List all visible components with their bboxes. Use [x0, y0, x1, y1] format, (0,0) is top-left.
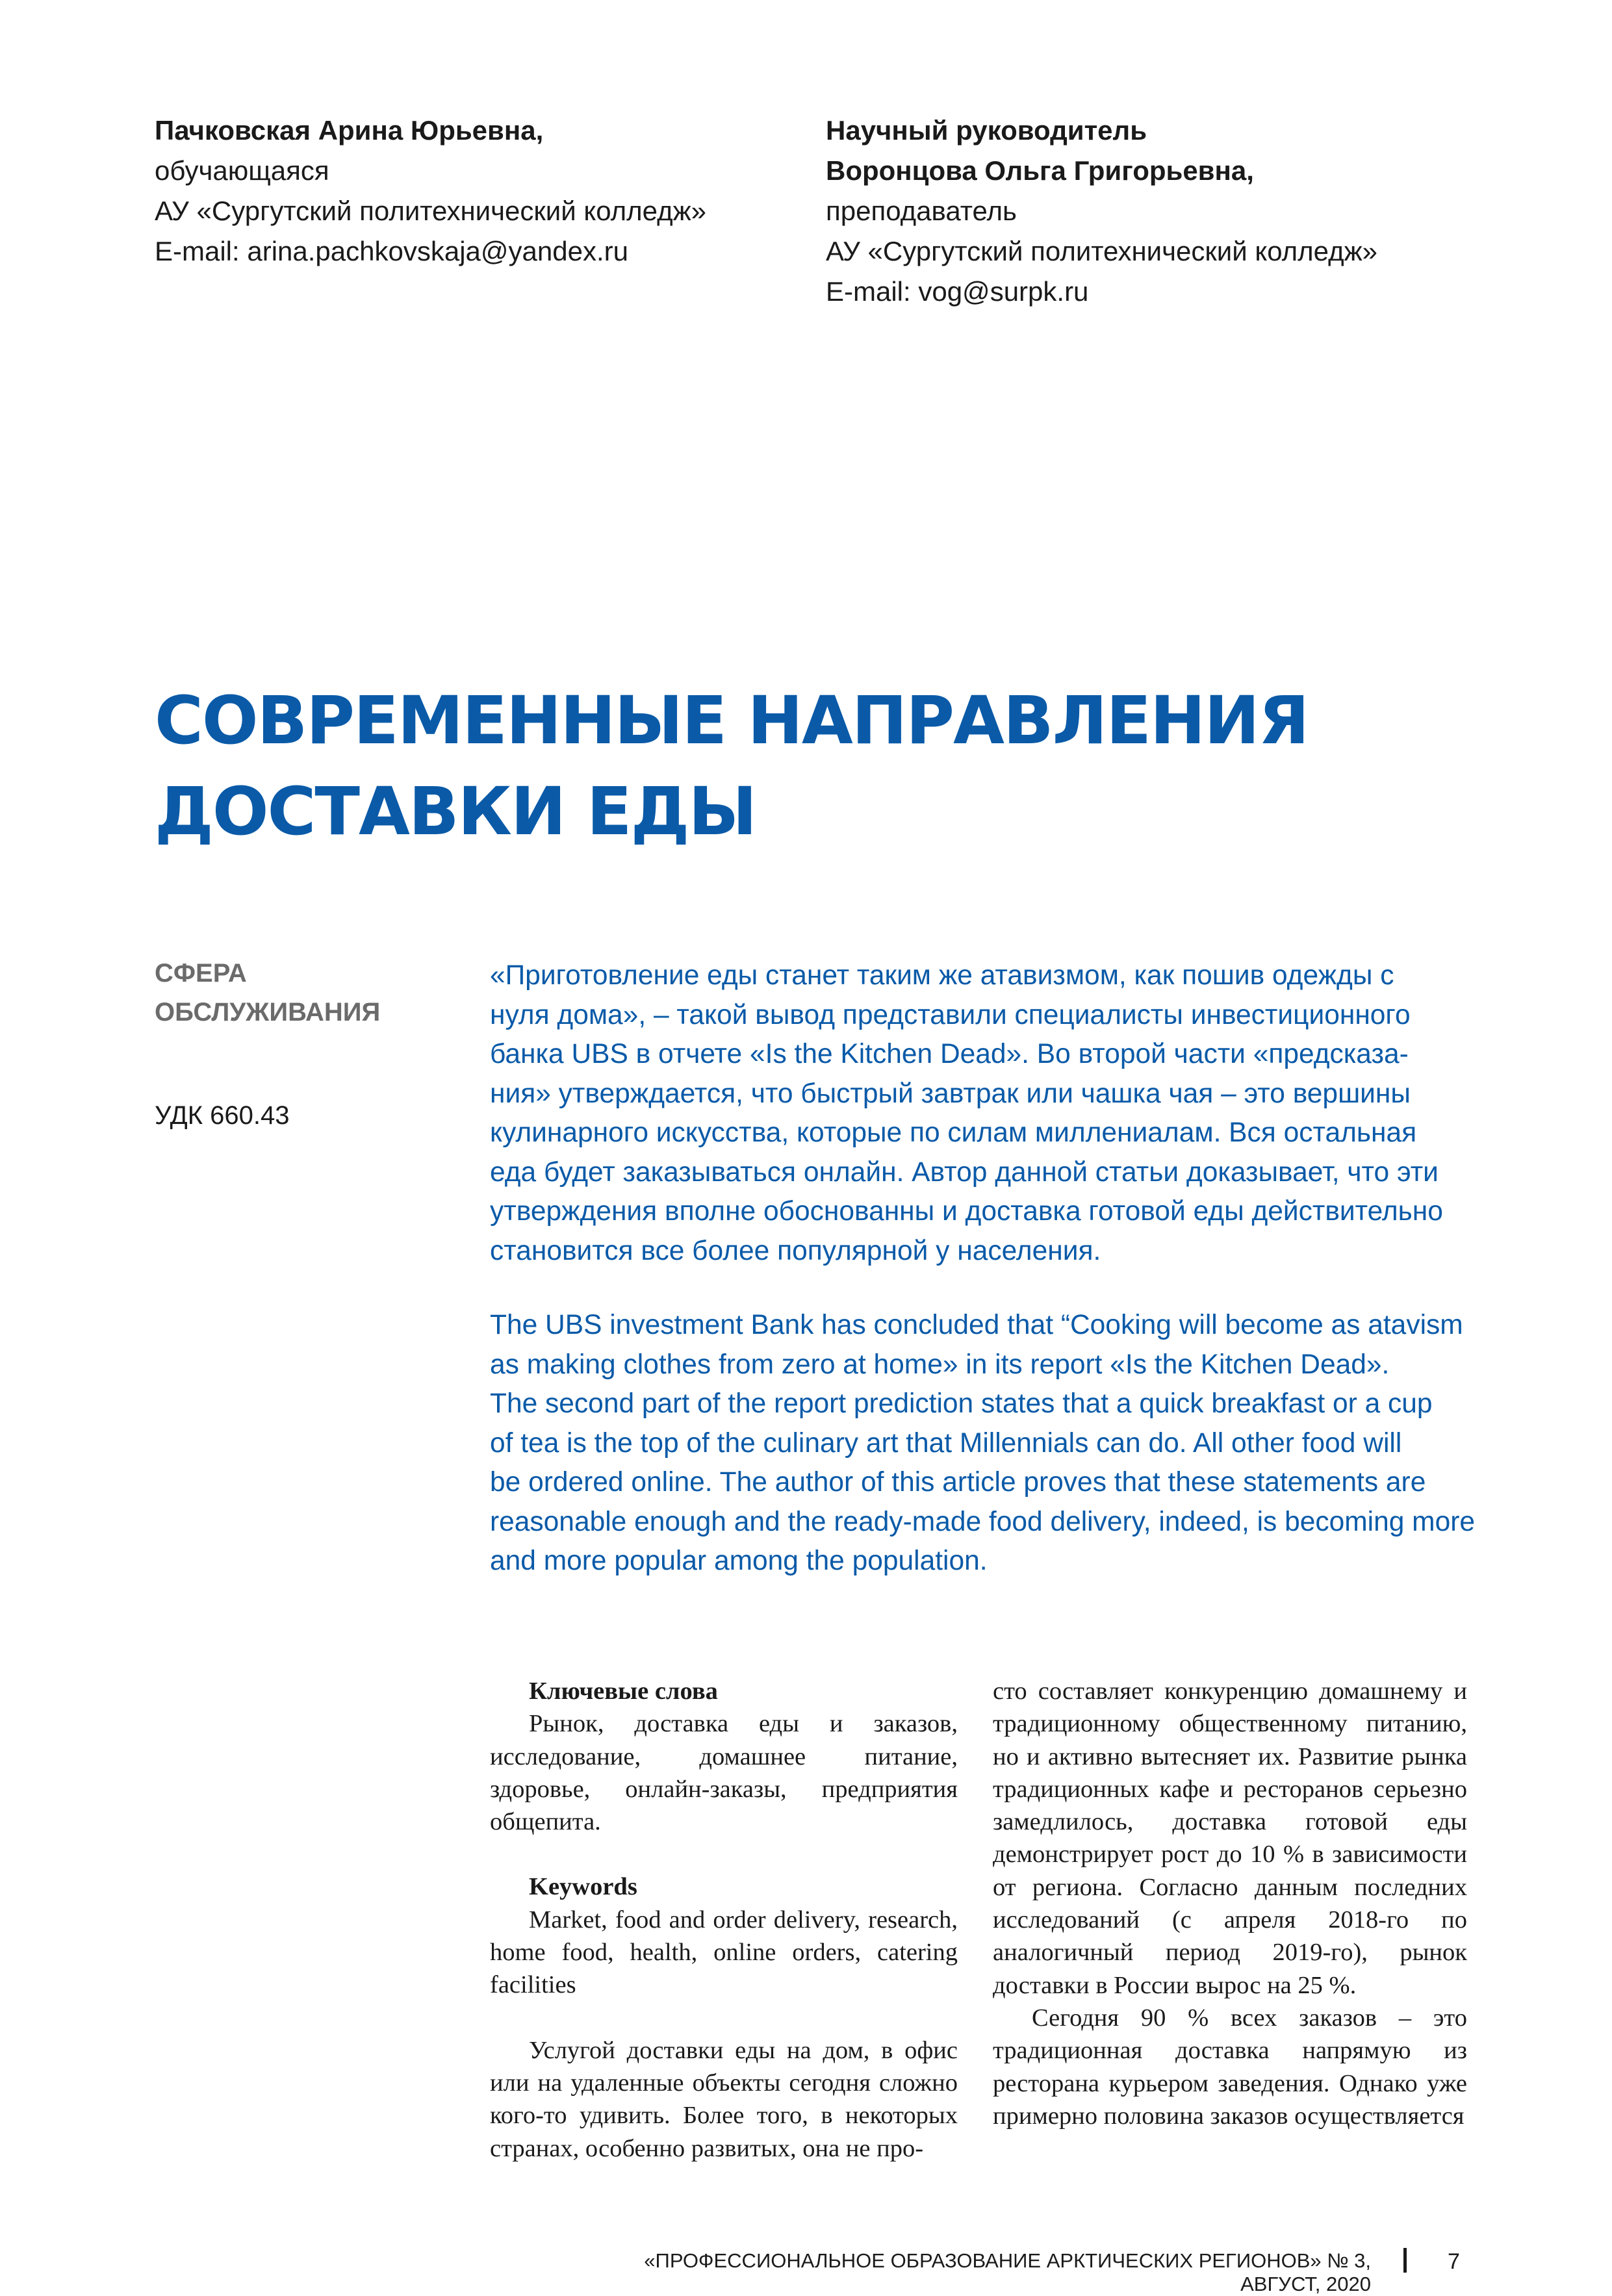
supervisor-name: Воронцова Ольга Григорьевна,	[826, 155, 1254, 186]
supervisor-role: Научный руководитель	[826, 115, 1147, 146]
title-line: СОВРЕМЕННЫЕ НАПРАВЛЕНИЯ	[155, 682, 1309, 759]
abstract-line: ния» утверждается, что быстрый завтрак или чашка чая – это вершины	[490, 1078, 1411, 1109]
body-paragraph: Сегодня 90 % всех заказов – это традиционная доставка напрямую из ресторана курьером заведения. Однако уже примерно половина заказов осуществляется	[993, 2004, 1467, 2130]
abstract-line: The UBS investment Bank has concluded that “Cooking will become as atavism	[490, 1310, 1463, 1340]
abstract-line: as making clothes from zero at home» in its report «Is the Kitchen Dead».	[490, 1349, 1390, 1380]
rubric-line: ОБСЛУЖИВАНИЯ	[155, 998, 381, 1027]
abstract-line: становится все более популярной у населения.	[490, 1235, 1101, 1266]
udk-code: УДК 660.43	[155, 1101, 290, 1130]
article-title	[155, 676, 1389, 858]
footer-journal: «ПРОФЕССИОНАЛЬНОЕ ОБРАЗОВАНИЕ АРКТИЧЕСКИХ РЕГИОНОВ» № 3, АВГУСТ, 2020	[644, 2249, 1371, 2295]
supervisor-email: E-mail: vog@surpk.ru	[826, 276, 1089, 307]
keywords-en: Market, food and order delivery, research, home food, health, online orders, catering facilities	[490, 1906, 958, 1999]
author-org: АУ «Сургутский политехнический колледж»	[155, 196, 707, 226]
body-paragraph: сто составляет конкуренцию домашнему и традиционному общественному питанию, но и активно вытесняет их. Развитие рынка традиционных кафе и ресторанов серьезно замедлилось, доставка готовой еды демонстрирует рост до 10 % в зависимости от региона. Согласно данным последних исследований (с апреля 2018-го по аналогичный период 2019-го), рынок доставки в России вырос на 25 %.	[993, 1677, 1467, 1999]
supervisor-org: АУ «Сургутский политехнический колледж»	[826, 236, 1378, 266]
author-status: обучающаяся	[155, 155, 329, 186]
abstract-line: and more popular among the population.	[490, 1546, 988, 1576]
abstract-line: The second part of the report prediction states that a quick breakfast or a cup	[490, 1388, 1433, 1419]
rubric-line: СФЕРА	[155, 959, 247, 988]
author-email: E-mail: arina.pachkovskaja@yandex.ru	[155, 236, 628, 266]
abstract-line: еда будет заказываться онлайн. Автор данной статьи доказывает, что эти	[490, 1156, 1439, 1188]
abstract-line: кулинарного искусства, которые по силам миллениалам. Вся остальная	[490, 1117, 1417, 1148]
body-paragraph: Услугой доставки еды на дом, в офис или на удаленные объекты сегодня сложно кого-то удивить. Более того, в некоторых странах, особенно развитых, она не про-	[490, 2036, 958, 2162]
right-column	[993, 1675, 1467, 2132]
title-line: ДОСТАВКИ ЕДЫ	[155, 773, 756, 850]
abstract-ru	[490, 956, 1478, 1271]
abstract-line: reasonable enough and the ready-made food delivery, indeed, is becoming more	[490, 1506, 1476, 1537]
supervisor-block	[826, 110, 1541, 312]
abstract-line: be ordered online. The author of this article proves that these statements are	[490, 1467, 1426, 1498]
left-column	[490, 1675, 958, 2165]
rubric	[155, 954, 428, 1032]
keywords-ru-heading: Ключевые слова	[529, 1677, 718, 1705]
supervisor-position: преподаватель	[826, 196, 1017, 226]
abstract-line: нуля дома», – такой вывод представили специалисты инвестиционного	[490, 999, 1411, 1030]
author-name: Пачковская Арина Юрьевна,	[155, 115, 544, 146]
footer-divider	[1403, 2248, 1407, 2273]
abstract-line: банка UBS в отчете «Is the Kitchen Dead». Во второй части «предсказа-	[490, 1039, 1409, 1069]
author-block	[155, 110, 804, 272]
keywords-en-heading: Keywords	[529, 1873, 637, 1901]
page-number: 7	[1448, 2249, 1460, 2274]
abstract-line: «Приготовление еды станет таким же атавизмом, как пошив одежды с	[490, 960, 1394, 991]
abstract-line: утверждения вполне обоснованны и доставка готовой еды действительно	[490, 1196, 1443, 1227]
abstract-line: of tea is the top of the culinary art that Millennials can do. All other food will	[490, 1427, 1402, 1459]
abstract-en	[490, 1306, 1478, 1581]
keywords-ru: Рынок, доставка еды и заказов, исследование, домашнее питание, здоровье, онлайн-заказы, предприятия общепита.	[490, 1710, 958, 1836]
